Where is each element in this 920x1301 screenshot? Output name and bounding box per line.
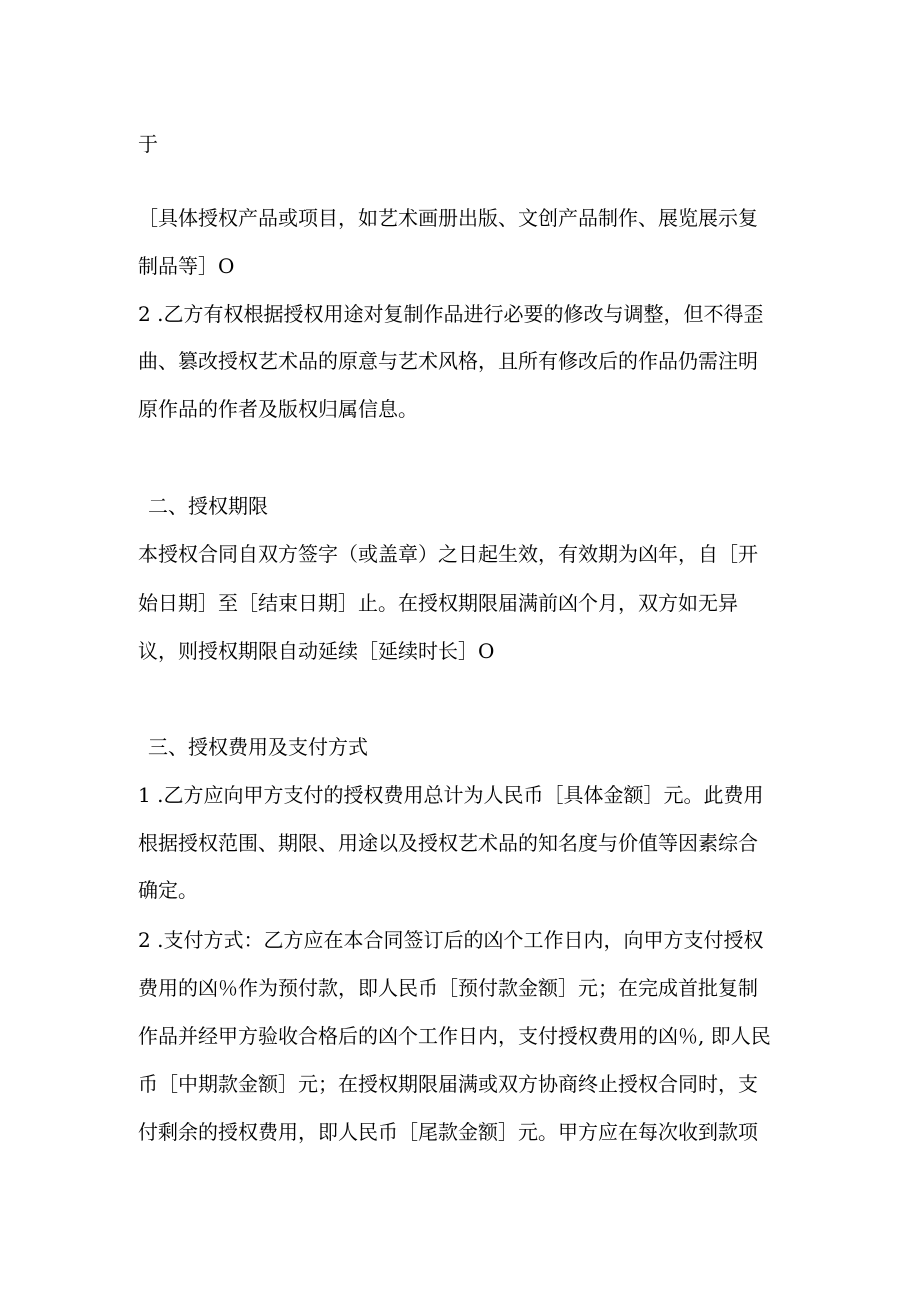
text-line: 币［中期款金额］元；在授权期限届满或双方协商终止授权合同时，支 [138, 1072, 758, 1096]
text-line: 1 .乙方应向甲方支付的授权费用总计为人民币［具体金额］元。此费用 [138, 783, 764, 807]
text-line-fragment: 于 [138, 132, 158, 156]
text-line: 原作品的作者及版权归属信息。 [138, 397, 418, 421]
text-line: 制品等］O [138, 254, 235, 278]
text-line: 本授权合同自双方签字（或盖章）之日起生效，有效期为凶年，自［开 [138, 542, 758, 566]
text-line: 费用的凶％作为预付款，即人民币［预付款金额］元；在完成首批复制 [138, 976, 758, 1000]
text-line: 始日期］至［结束日期］止。在授权期限届满前凶个月，双方如无异 [138, 591, 738, 615]
text-line: ［具体授权产品或项目，如艺术画册出版、文创产品制作、展览展示复 [138, 206, 758, 230]
text-line: 付剩余的授权费用，即人民币［尾款金额］元。甲方应在每次收到款项 [138, 1120, 758, 1144]
text-line: 议，则授权期限自动延续［延续时长］O [138, 639, 495, 663]
section-heading-fees: 三、授权费用及支付方式 [148, 735, 368, 759]
text-line: 2 .支付方式：乙方应在本合同签订后的凶个工作日内，向甲方支付授权 [138, 928, 764, 952]
text-line: 作品并经甲方验收合格后的凶个工作日内，支付授权费用的凶％, 即人民 [138, 1024, 771, 1048]
text-line: 根据授权范围、期限、用途以及授权艺术品的知名度与价值等因素综合 [138, 831, 758, 855]
text-line: 2 .乙方有权根据授权用途对复制作品进行必要的修改与调整，但不得歪 [138, 302, 764, 326]
text-line: 曲、篡改授权艺术品的原意与艺术风格，且所有修改后的作品仍需注明 [138, 349, 758, 373]
section-heading-term: 二、授权期限 [148, 494, 268, 518]
text-line: 确定。 [138, 878, 198, 902]
